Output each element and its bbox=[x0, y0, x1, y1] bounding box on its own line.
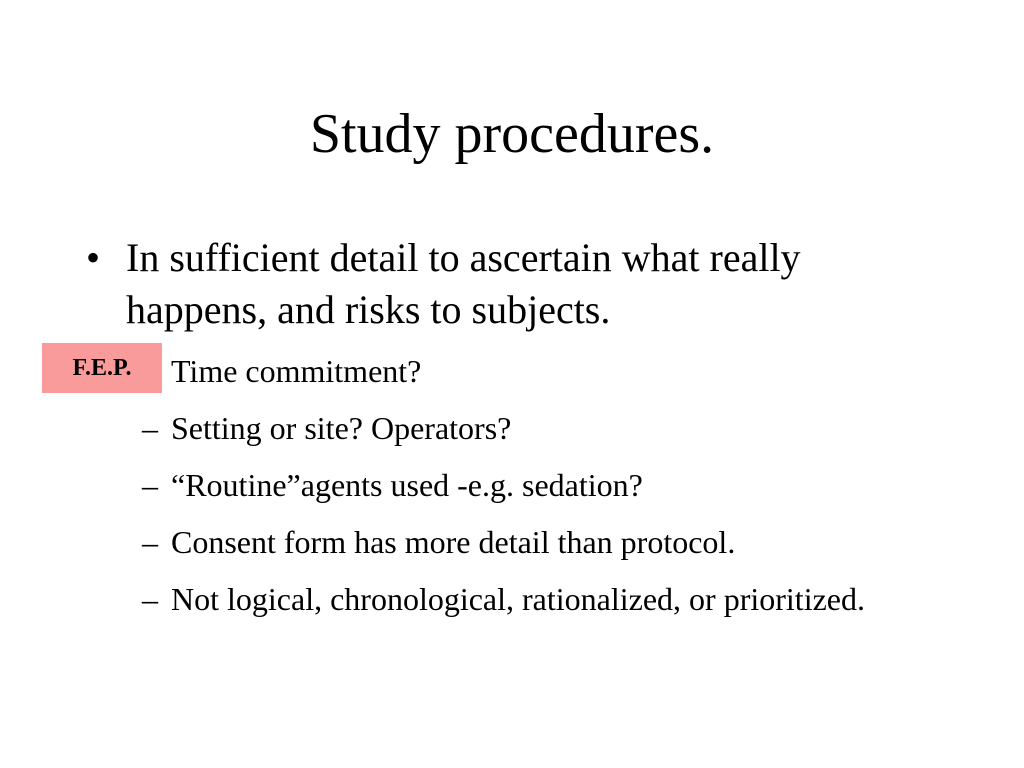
sub-bullet-item bbox=[142, 462, 942, 508]
bullet-marker: • bbox=[86, 235, 101, 280]
main-bullet-text: In sufficient detail to ascertain what really happens, and risks to subjects. bbox=[126, 235, 801, 332]
sub-bullet-text: “Routine”agents used -e.g. sedation? bbox=[171, 467, 643, 503]
dash-marker: – bbox=[142, 410, 158, 446]
sub-bullet-item bbox=[142, 348, 942, 394]
sub-bullet-text: Setting or site? Operators? bbox=[171, 410, 512, 446]
sub-bullet-text: Consent form has more detail than protocol. bbox=[171, 524, 736, 560]
slide-title: Study procedures. bbox=[309, 103, 715, 165]
dash-marker: – bbox=[142, 467, 158, 503]
fep-label-box: F.E.P. bbox=[42, 343, 162, 393]
sub-bullet-item bbox=[142, 519, 942, 565]
sub-bullet-item bbox=[142, 576, 942, 622]
sub-bullet-text: Not logical, chronological, rationalized, or prioritized. bbox=[171, 581, 865, 617]
sub-bullet-text: Time commitment? bbox=[171, 353, 422, 389]
sub-bullet-list bbox=[142, 348, 942, 633]
sub-bullet-item bbox=[142, 405, 942, 451]
dash-marker: – bbox=[142, 581, 158, 617]
dash-marker: – bbox=[142, 524, 158, 560]
main-bullet bbox=[86, 232, 946, 336]
